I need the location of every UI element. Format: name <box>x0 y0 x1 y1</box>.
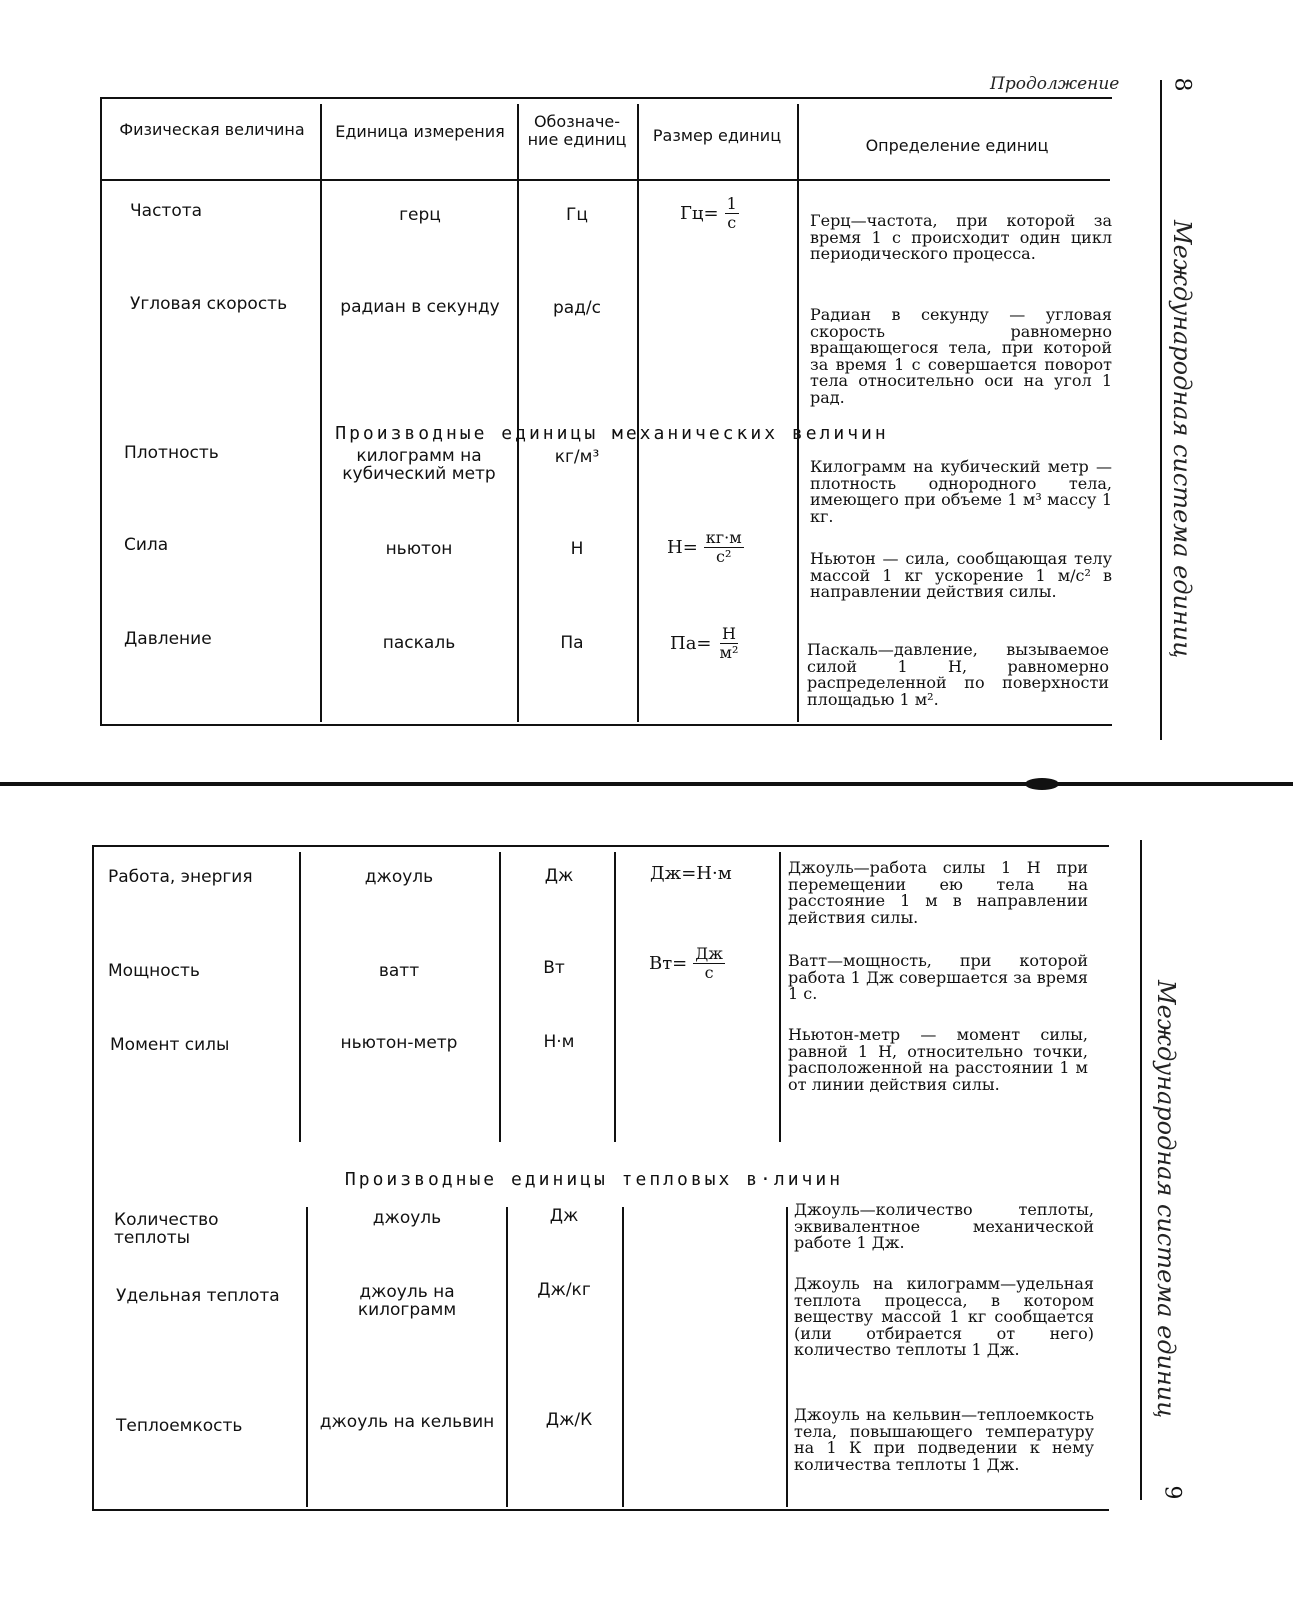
column-divider <box>299 852 301 1142</box>
units-table-bottom <box>92 845 1109 1511</box>
symbol-cell: Дж/К <box>545 1410 593 1430</box>
ink-blot <box>1025 778 1059 790</box>
symbol-cell: Дж <box>549 1206 579 1226</box>
definition-cell: Паскаль—давление, вызываемое силой 1 Н, равномерно распределенной по поверхности площадью 1 м². <box>807 640 1109 709</box>
quantity-cell: Частота <box>130 201 203 221</box>
page-8 <box>0 0 1293 790</box>
quantity-cell: Момент силы <box>110 1035 230 1055</box>
margin-rule <box>1140 840 1142 1500</box>
quantity-cell: Плотность <box>124 443 219 463</box>
dimension-formula <box>667 529 744 566</box>
fraction <box>693 945 725 982</box>
unit-cell: джоуль на килограмм <box>357 1282 457 1320</box>
quantity-cell: Удельная теплота <box>116 1286 280 1306</box>
column-divider <box>786 1207 788 1507</box>
column-divider <box>614 852 616 1142</box>
column-divider <box>622 1207 624 1507</box>
symbol-cell: Гц <box>566 205 588 225</box>
dimension-formula <box>649 945 725 982</box>
formula-lhs: Вт= <box>649 953 688 974</box>
header-symbol: Обозначе-ние единиц <box>527 112 627 149</box>
symbol-cell: Па <box>560 633 584 653</box>
unit-cell: ватт <box>378 961 420 981</box>
column-divider <box>779 852 781 1142</box>
quantity-cell: Теплоемкость <box>116 1416 243 1436</box>
fraction-denominator: м² <box>719 643 739 662</box>
symbol-cell: рад/с <box>552 298 602 318</box>
fraction <box>725 195 739 232</box>
quantity-cell: Количество теплоты <box>114 1210 219 1248</box>
formula-lhs: Па= <box>670 633 712 654</box>
fraction <box>704 529 744 566</box>
running-title: Международная система единиц <box>1168 220 1196 658</box>
column-divider <box>517 104 519 722</box>
column-divider <box>306 1207 308 1507</box>
symbol-cell: кг/м³ <box>554 447 600 467</box>
page-number: 9 <box>1159 1485 1185 1500</box>
unit-cell: герц <box>399 205 441 225</box>
dimension-formula <box>670 625 740 662</box>
header-dimension: Размер единиц <box>652 126 782 145</box>
formula-lhs: Гц= <box>680 203 719 224</box>
symbol-cell: Дж <box>544 866 574 886</box>
column-divider <box>797 104 799 722</box>
section-title-thermal: Производные единицы тепловых в·личин <box>344 1169 844 1190</box>
column-divider <box>320 104 322 722</box>
running-title: Международная система единиц <box>1152 980 1180 1418</box>
definition-cell: Килограмм на кубический метр — плотность однородного тела, имеющего при объеме 1 м³ массу 1 кг. <box>810 457 1112 526</box>
quantity-cell: Давление <box>124 629 212 649</box>
fraction-denominator: с <box>727 213 737 232</box>
definition-cell: Герц—частота, при которой за время 1 с происходит один цикл периодического процесса. <box>810 211 1112 263</box>
dimension-formula <box>680 195 739 232</box>
quantity-cell: Угловая скорость <box>130 294 288 314</box>
unit-cell: паскаль <box>382 633 456 653</box>
fraction-numerator: Дж <box>695 944 724 963</box>
definition-cell: Ньютон-метр — момент силы, равной 1 Н, относительно точки, расположенной на расстоянии 1 м от линии действия силы. <box>788 1025 1088 1094</box>
continuation-label: Продолжение <box>990 74 1120 94</box>
definition-cell: Джоуль на кельвин—теплоемкость тела, повышающего температуру на 1 К при подведении к нему количества теплоты 1 Дж. <box>794 1405 1094 1474</box>
page-9 <box>0 800 1293 1600</box>
quantity-cell: Сила <box>124 535 169 555</box>
fraction-numerator: 1 <box>726 194 737 213</box>
column-divider <box>637 104 639 722</box>
quantity-cell: Работа, энергия <box>108 867 253 887</box>
unit-cell: джоуль <box>372 1208 442 1228</box>
unit-cell: джоуль на кельвин <box>319 1412 495 1432</box>
section-title-mechanical: Производные единицы механических величин <box>335 423 889 444</box>
symbol-cell: Дж/кг <box>537 1280 591 1300</box>
definition-cell: Джоуль на килограмм—удельная теплота процесса, в котором веществу массой 1 кг сообщается (или отбирается от него) количество теплоты 1 Дж. <box>794 1274 1094 1359</box>
unit-cell: джоуль <box>364 867 434 887</box>
header-rule <box>102 179 1110 181</box>
definition-cell: Джоуль—работа силы 1 Н при перемещении ею тела на расстояние 1 м в направлении действия силы. <box>788 858 1088 927</box>
margin-rule <box>1160 80 1162 740</box>
header-quantity: Физическая величина <box>119 120 305 139</box>
definition-cell: Джоуль—количество теплоты, эквивалентное механической работе 1 Дж. <box>794 1200 1094 1252</box>
fraction-numerator: кг·м <box>705 528 742 547</box>
column-divider <box>506 1207 508 1507</box>
definition-cell: Ватт—мощность, при которой работа 1 Дж совершается за время 1 с. <box>788 951 1088 1003</box>
header-definition: Определение единиц <box>865 136 1049 155</box>
fraction-numerator: Н <box>721 624 736 643</box>
column-divider <box>499 852 501 1142</box>
symbol-cell: Вт <box>543 958 565 978</box>
fraction-denominator: с² <box>716 547 732 566</box>
page-divider <box>0 782 1293 786</box>
definition-cell: Ньютон — сила, сообщающая телу массой 1 кг ускорение 1 м/с² в направлении действия силы. <box>810 549 1112 601</box>
dimension-formula: Дж=Н·м <box>650 863 732 884</box>
fraction <box>718 625 741 662</box>
quantity-cell: Мощность <box>108 961 200 981</box>
unit-cell: ньютон-метр <box>340 1033 458 1053</box>
unit-cell: радиан в секунду <box>340 297 500 317</box>
symbol-cell: Н <box>570 539 584 559</box>
header-unit: Единица измерения <box>335 122 505 141</box>
fraction-denominator: с <box>704 963 714 982</box>
unit-cell: ньютон <box>385 539 453 559</box>
definition-cell: Радиан в секунду — угловая скорость равномерно вращающегося тела, при которой за время 1 с совершается поворот тела относительно оси на угол 1 рад. <box>810 305 1112 407</box>
units-table-top <box>100 97 1112 726</box>
unit-cell: килограмм на кубический метр <box>342 446 496 484</box>
page-number: 8 <box>1169 77 1195 92</box>
symbol-cell: Н·м <box>543 1032 575 1052</box>
formula-lhs: Н= <box>667 537 698 558</box>
